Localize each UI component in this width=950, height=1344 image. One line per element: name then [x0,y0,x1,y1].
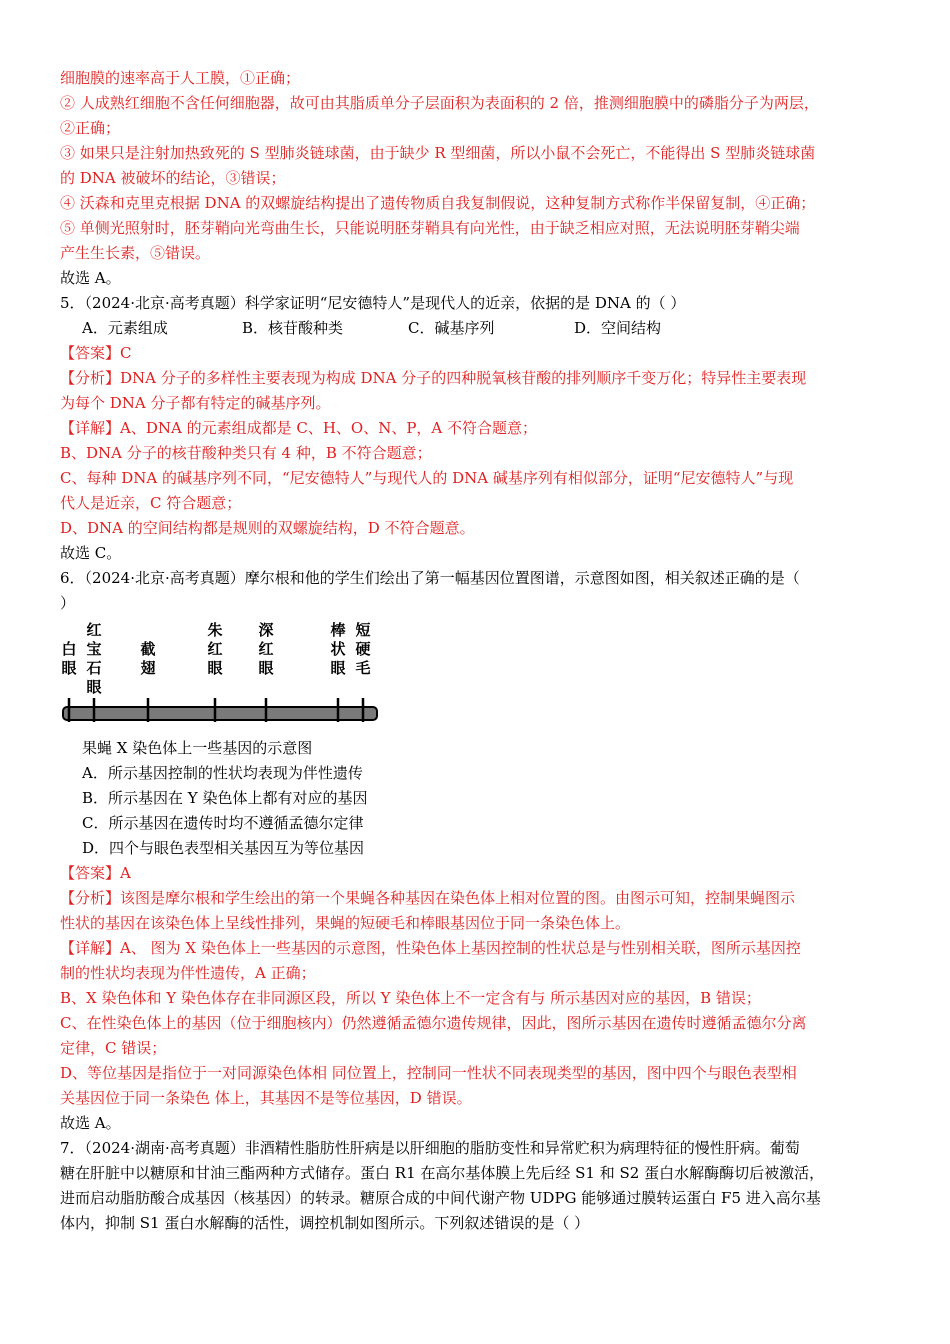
q5-answer: 【答案】C [60,344,132,362]
q5-option-d: D．空间结构 [574,319,662,337]
q6-stem-2: ） [60,594,76,612]
document-page [60,66,894,1236]
prev-line-7: ⑤ 单侧光照射时，胚芽鞘向光弯曲生长，只能说明胚芽鞘具有向光性，由于缺乏相应对照，无法说明胚芽鞘尖端 [60,219,800,237]
q6-detail-1: 【详解】A、 图为 X 染色体上一些基因的示意图，性染色体上基因控制的性状总是与性别相关联，图所示基因控 [60,939,801,957]
q5-stem: 5．（2024·北京·高考真题）科学家证明“尼安德特人”是现代人的近亲，依据的是 DNA 的（ ） [60,294,686,312]
prev-line-6: ④ 沃森和克里克根据 DNA 的双螺旋结构提出了遗传物质自我复制假说，这种复制方式称作半保留复制，④正确； [60,194,816,212]
prev-line-4: ③ 如果只是注射加热致死的 S 型肺炎链球菌，由于缺少 R 型细菌，所以小鼠不会死亡，不能得出 S 型肺炎链球菌 [60,144,816,162]
q6-detail-4: C、在性染色体上的基因（位于细胞核内）仍然遵循孟德尔遗传规律，因此，图所示基因在遗传时遵循孟德尔分离 [60,1014,807,1032]
q5-option-b: B．核苷酸种类 [242,319,344,337]
gene-label-vermilion-eye: 朱红眼 [207,621,223,677]
gene-label-bar-eye: 棒状眼 [330,621,346,677]
q6-detail-2: 制的性状均表现为伴性遗传，A 正确； [60,964,316,982]
q5-detail-4: 代人是近亲，C 符合题意； [60,494,242,512]
chromosome-bar [60,618,390,736]
chromosome-body [63,707,377,720]
q5-detail-5: D、DNA 的空间结构都是规则的双螺旋结构，D 不符合题意。 [60,519,475,537]
prev-line-3: ②正确； [60,119,121,137]
q6-option-a: A．所示基因控制的性状均表现为伴性遗传 [82,764,363,782]
q5-option-c: C．碱基序列 [408,319,495,337]
gene-label-carmine-eye: 深红眼 [258,621,274,677]
q5-analysis-1: 【分析】DNA 分子的多样性主要表现为构成 DNA 分子的四种脱氧核苷酸的排列顺序千变万化；特异性主要表现 [60,369,807,387]
gene-label-short-bristle: 短硬毛 [355,621,371,677]
q5-detail-3: C、每种 DNA 的碱基序列不同，“尼安德特人”与现代人的 DNA 碱基序列有相似部分，证明“尼安德特人”与现 [60,469,794,487]
q6-option-d: D．四个与眼色表型相关基因互为等位基因 [82,839,365,857]
prev-line-5: 的 DNA 被破坏的结论，③错误； [60,169,286,187]
q6-option-b: B．所示基因在 Y 染色体上都有对应的基因 [82,789,368,807]
prev-line-2: ② 人成熟红细胞不含任何细胞器，故可由其脂质单分子层面积为表面积的 2 倍，推测细胞膜中的磷脂分子为两层， [60,94,819,112]
q7-stem-3: 进而启动脂肪酸合成基因（核基因）的转录。糖原合成的中间代谢产物 UDPG 能够通过膜转运蛋白 F5 进入高尔基 [60,1189,821,1207]
q6-detail-6: D、等位基因是指位于一对同源染色体相 同位置上，控制同一性状不同表现类型的基因，图中四个与眼色表型相 [60,1064,797,1082]
q5-detail-1: 【详解】A、DNA 的元素组成都是 C、H、O、N、P，A 不符合题意； [60,419,538,437]
q6-stem-1: 6．（2024·北京·高考真题）摩尔根和他的学生们绘出了第一幅基因位置图谱，示意图如图，相关叙述正确的是（ [60,569,800,587]
q6-option-c: C．所示基因在遗传时均不遵循孟德尔定律 [82,814,364,832]
diagram-caption: 果蝇 X 染色体上一些基因的示意图 [82,739,313,757]
q5-analysis-2: 为每个 DNA 分子都有特定的碱基序列。 [60,394,331,412]
q7-stem-2: 糖在肝脏中以糖原和甘油三酯两种方式储存。蛋白 R1 在高尔基体膜上先后经 S1 和 S2 蛋白水解酶酶切后被激活， [60,1164,825,1182]
gene-label-cut-wing: 截翅 [140,640,156,677]
q6-detail-3: B、X 染色体和 Y 染色体存在非同源区段，所以 Y 染色体上不一定含有与 所示基因对应的基因，B 错误； [60,989,761,1007]
q6-conclusion: 故选 A。 [60,1114,121,1132]
gene-label-ruby-eye: 红宝石眼 [86,621,102,696]
prev-conclusion: 故选 A。 [60,269,121,287]
q5-conclusion: 故选 C。 [60,544,122,562]
q7-stem-4: 体内，抑制 S1 蛋白水解酶的活性，调控机制如图所示。下列叙述错误的是（ ） [60,1214,590,1232]
prev-line-8: 产生生长素，⑤错误。 [60,244,211,262]
q6-analysis-2: 性状的基因在该染色体上呈线性排列，果蝇的短硬毛和棒眼基因位于同一条染色体上。 [60,914,631,932]
gene-label-white-eye: 白眼 [61,640,77,677]
q5-options [60,316,894,341]
q5-option-a: A．元素组成 [82,319,168,337]
q6-answer: 【答案】A [60,864,131,882]
q5-detail-2: B、DNA 分子的核苷酸种类只有 4 种，B 不符合题意； [60,444,432,462]
prev-line-1: 细胞膜的速率高于人工膜，①正确； [60,69,301,87]
q6-detail-7: 关基因位于同一条染色 体上，其基因不是等位基因，D 错误。 [60,1089,472,1107]
chromosome-diagram [60,618,894,736]
q7-stem-1: 7．（2024·湖南·高考真题）非酒精性脂肪性肝病是以肝细胞的脂肪变性和异常贮积为病理特征的慢性肝病。葡萄 [60,1139,800,1157]
q6-detail-5: 定律，C 错误； [60,1039,167,1057]
q6-analysis-1: 【分析】该图是摩尔根和学生绘出的第一个果蝇各种基因在染色体上相对位置的图。由图示可知，控制果蝇图示 [60,889,796,907]
